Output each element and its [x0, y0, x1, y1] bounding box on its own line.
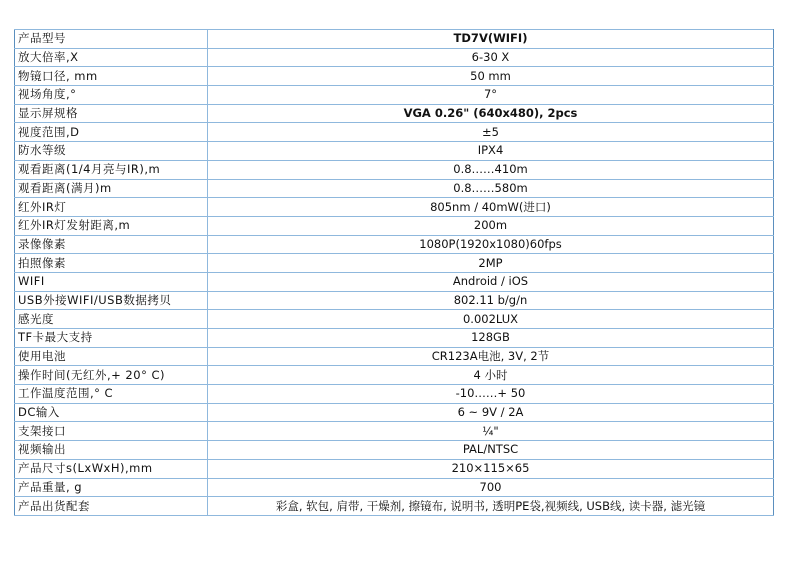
spec-label: 观看距离(1/4月亮与IR),m — [15, 160, 208, 179]
spec-value: 700 — [208, 478, 774, 497]
table-row — [15, 310, 774, 329]
spec-table — [14, 29, 774, 516]
spec-value: 1080P(1920x1080)60fps — [208, 235, 774, 254]
table-row — [15, 142, 774, 161]
table-row — [15, 235, 774, 254]
spec-label: 观看距离(满月)m — [15, 179, 208, 198]
spec-label: 红外IR灯发射距离,m — [15, 216, 208, 235]
table-row — [15, 329, 774, 348]
spec-label: 拍照像素 — [15, 254, 208, 273]
spec-table-body — [15, 30, 774, 516]
spec-value: 7° — [208, 86, 774, 105]
spec-label: 产品重量, g — [15, 478, 208, 497]
spec-label: 使用电池 — [15, 347, 208, 366]
spec-value: 2MP — [208, 254, 774, 273]
spec-value: TD7V(WIFI) — [208, 30, 774, 49]
spec-value: 6-30 X — [208, 48, 774, 67]
spec-label: 防水等级 — [15, 142, 208, 161]
table-row — [15, 366, 774, 385]
table-row — [15, 347, 774, 366]
table-row — [15, 441, 774, 460]
spec-value: -10……+ 50 — [208, 385, 774, 404]
table-row — [15, 385, 774, 404]
table-row — [15, 48, 774, 67]
table-row — [15, 198, 774, 217]
table-row — [15, 104, 774, 123]
table-row — [15, 254, 774, 273]
spec-label: 物镜口径, mm — [15, 67, 208, 86]
spec-value: ±5 — [208, 123, 774, 142]
spec-value: 210×115×65 — [208, 459, 774, 478]
table-row — [15, 86, 774, 105]
spec-label: 操作时间(无红外,+ 20° C) — [15, 366, 208, 385]
spec-value: CR123A电池, 3V, 2节 — [208, 347, 774, 366]
spec-value: 50 mm — [208, 67, 774, 86]
table-row — [15, 216, 774, 235]
spec-label: 视度范围,D — [15, 123, 208, 142]
table-row — [15, 160, 774, 179]
table-row — [15, 179, 774, 198]
spec-value: ¼" — [208, 422, 774, 441]
spec-label: 视频输出 — [15, 441, 208, 460]
spec-value: 彩盒, 软包, 肩带, 干燥剂, 擦镜布, 说明书, 透明PE袋,视频线, USB线, 读卡器, 滤光镜 — [208, 497, 774, 516]
spec-label: DC输入 — [15, 403, 208, 422]
spec-label: 视场角度,° — [15, 86, 208, 105]
spec-label: 感光度 — [15, 310, 208, 329]
table-row — [15, 478, 774, 497]
spec-label: 产品尺寸s(LxWxH),mm — [15, 459, 208, 478]
spec-value: IPX4 — [208, 142, 774, 161]
spec-label: 产品出货配套 — [15, 497, 208, 516]
spec-value: 6 ~ 9V / 2A — [208, 403, 774, 422]
spec-label: 录像像素 — [15, 235, 208, 254]
spec-label: TF卡最大支持 — [15, 329, 208, 348]
table-row — [15, 123, 774, 142]
spec-value: 805nm / 40mW(进口) — [208, 198, 774, 217]
spec-label: 工作温度范围,° C — [15, 385, 208, 404]
table-row — [15, 272, 774, 291]
spec-value: 802.11 b/g/n — [208, 291, 774, 310]
table-row — [15, 497, 774, 516]
table-row — [15, 459, 774, 478]
spec-label: 产品型号 — [15, 30, 208, 49]
spec-label: WIFI — [15, 272, 208, 291]
spec-value: 0.8……580m — [208, 179, 774, 198]
spec-label: 支架接口 — [15, 422, 208, 441]
spec-value: 4 小时 — [208, 366, 774, 385]
spec-value: 128GB — [208, 329, 774, 348]
spec-value: VGA 0.26" (640x480), 2pcs — [208, 104, 774, 123]
table-row — [15, 422, 774, 441]
spec-value: 200m — [208, 216, 774, 235]
table-row — [15, 403, 774, 422]
table-row — [15, 67, 774, 86]
spec-label: USB外接WIFI/USB数据拷贝 — [15, 291, 208, 310]
spec-label: 放大倍率,X — [15, 48, 208, 67]
spec-value: PAL/NTSC — [208, 441, 774, 460]
table-row — [15, 291, 774, 310]
spec-value: 0.8……410m — [208, 160, 774, 179]
table-row — [15, 30, 774, 49]
spec-value: Android / iOS — [208, 272, 774, 291]
spec-value: 0.002LUX — [208, 310, 774, 329]
spec-label: 显示屏规格 — [15, 104, 208, 123]
spec-label: 红外IR灯 — [15, 198, 208, 217]
